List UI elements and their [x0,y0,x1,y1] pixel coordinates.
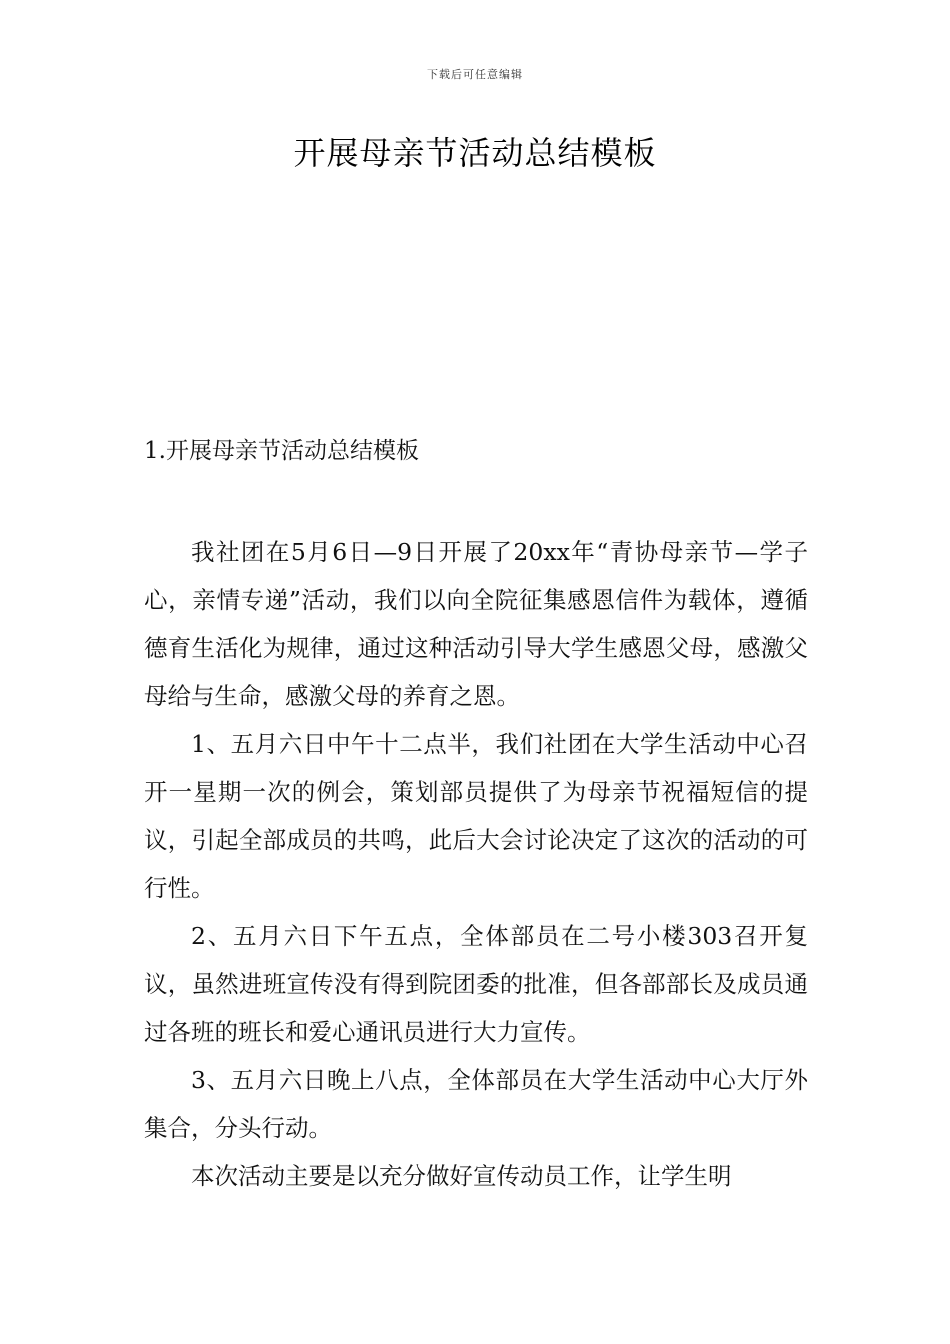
section-heading: 1.开展母亲节活动总结模板 [144,438,419,464]
paragraph: 我社团在5月6日—9日开展了20xx年“青协母亲节—学子心，亲情专递”活动，我们以向全院征集感恩信件为载体，遵循德育生活化为规律，通过这种活动引导大学生感恩父母，感激父母给与生命，感激父母的养育之恩。 [144,538,808,710]
paragraph: 2、五月六日下午五点，全体部员在二号小楼303召开复议，虽然进班宣传没有得到院团委的批准，但各部部长及成员通过各班的班长和爱心通讯员进行大力宣传。 [144,922,808,1046]
paragraph: 本次活动主要是以充分做好宣传动员工作，让学生明 [191,1162,732,1190]
document-title: 开展母亲节活动总结模板 [293,134,657,172]
paragraph: 3、五月六日晚上八点，全体部员在大学生活动中心大厅外集合，分头行动。 [144,1066,808,1142]
paragraph: 1、五月六日中午十二点半，我们社团在大学生活动中心召开一星期一次的例会，策划部员提供了为母亲节祝福短信的提议，引起全部成员的共鸣，此后大会讨论决定了这次的活动的可行性。 [144,730,808,902]
header-note: 下载后可任意编辑 [427,68,523,81]
body-text [144,528,808,1200]
